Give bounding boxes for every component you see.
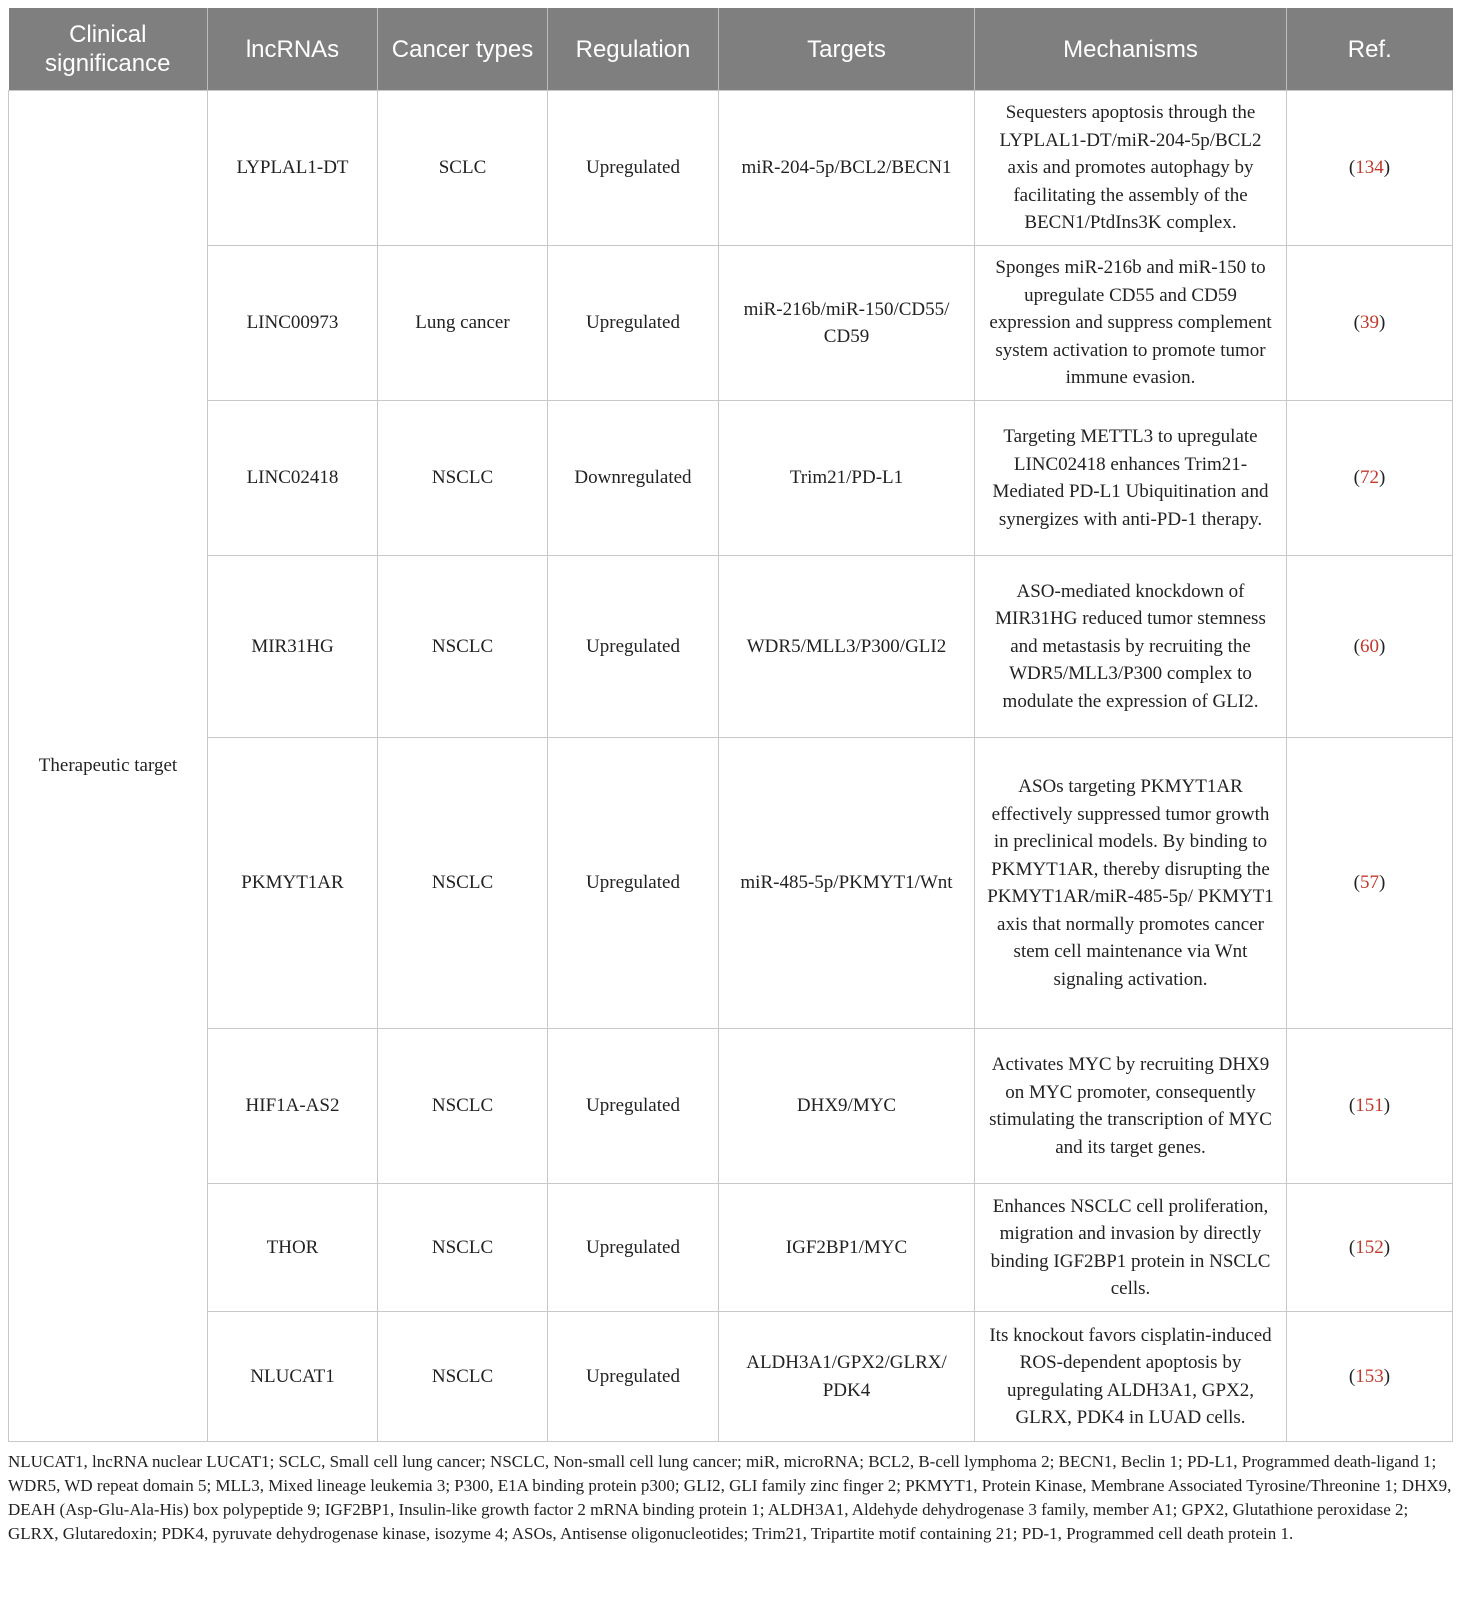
table-row bbox=[9, 401, 1453, 556]
regulation-cell: Upregulated bbox=[548, 246, 719, 401]
regulation-cell: Upregulated bbox=[548, 556, 719, 738]
regulation-cell: Upregulated bbox=[548, 738, 719, 1029]
ref-link[interactable]: 57 bbox=[1360, 872, 1379, 894]
targets-cell: WDR5/MLL3/P300/GLI2 bbox=[719, 556, 975, 738]
ref-open: ( bbox=[1348, 1236, 1356, 1258]
mechanism-cell: Activates MYC by recruiting DHX9 on MYC promoter, consequently stimulating the transcription of MYC and its target genes. bbox=[975, 1029, 1287, 1184]
table-row bbox=[9, 246, 1453, 401]
ref-open: ( bbox=[1348, 1365, 1356, 1387]
ref-open: ( bbox=[1353, 312, 1360, 334]
ref-cell bbox=[1287, 246, 1453, 401]
cancer-type-cell: NSCLC bbox=[378, 738, 548, 1029]
lncrna-cell: MIR31HG bbox=[208, 556, 378, 738]
header-mechanisms: Mechanisms bbox=[975, 8, 1287, 91]
ref-close: ) bbox=[1383, 1095, 1391, 1117]
ref-link[interactable]: 39 bbox=[1360, 312, 1379, 334]
ref-link[interactable]: 134 bbox=[1355, 157, 1384, 179]
mechanism-cell: ASO-mediated knockdown of MIR31HG reduced tumor stemness and metastasis by recruiting the WDR5/MLL3/P300 complex to modulate the expression of GLI2. bbox=[975, 556, 1287, 738]
table-row bbox=[9, 1029, 1453, 1184]
table-row bbox=[9, 91, 1453, 246]
header-ref: Ref. bbox=[1287, 8, 1453, 91]
header-row bbox=[9, 8, 1453, 91]
ref-cell bbox=[1287, 1184, 1453, 1312]
mechanism-cell: Sponges miR-216b and miR-150 to upregulate CD55 and CD59 expression and suppress complement system activation to promote tumor immune evasion. bbox=[975, 246, 1287, 401]
table-footnote: NLUCAT1, lncRNA nuclear LUCAT1; SCLC, Small cell lung cancer; NSCLC, Non-small cell lung cancer; miR, microRNA; BCL2, B-cell lymphoma 2; BECN1, Beclin 1; PD-L1, Programmed death-ligand 1; WDR5, WD repeat domain 5; MLL3, Mixed lineage leukemia 3; P300, E1A binding protein p300; GLI2, GLI family zinc finger 2; PKMYT1, Protein Kinase, Membrane Associated Tyrosine/Threonine 1; DHX9, DEAH (Asp-Glu-Ala-His) box polypeptide 9; IGF2BP1, Insulin-like growth factor 2 mRNA binding protein 1; ALDH3A1, Aldehyde dehydrogenase 3 family, member A1; GPX2, Glutathione peroxidase 2; GLRX, Glutaredoxin; PDK4, pyruvate dehydrogenase kinase, isozyme 4; ASOs, Antisense oligonucleotides; Trim21, Tripartite motif containing 21; PD-1, Programmed cell death protein 1. bbox=[8, 1452, 1452, 1543]
mechanism-cell: Sequesters apoptosis through the LYPLAL1-DT/miR-204-5p/BCL2 axis and promotes autophagy by facilitating the assembly of the BECN1/PtdIns3K complex. bbox=[975, 91, 1287, 246]
table-row bbox=[9, 738, 1453, 1029]
mechanism-cell: ASOs targeting PKMYT1AR effectively suppressed tumor growth in preclinical models. By binding to PKMYT1AR, thereby disrupting the PKMYT1AR/miR-485-5p/ PKMYT1 axis that normally promotes cancer stem cell maintenance via Wnt signaling activation. bbox=[975, 738, 1287, 1029]
lncrna-cell: PKMYT1AR bbox=[208, 738, 378, 1029]
lncrna-cell: THOR bbox=[208, 1184, 378, 1312]
ref-link[interactable]: 152 bbox=[1355, 1236, 1384, 1258]
lncrna-cell: LINC02418 bbox=[208, 401, 378, 556]
ref-cell bbox=[1287, 1029, 1453, 1184]
ref-cell bbox=[1287, 91, 1453, 246]
ref-link[interactable]: 151 bbox=[1355, 1095, 1384, 1117]
ref-close: ) bbox=[1383, 1365, 1391, 1387]
targets-cell: Trim21/PD-L1 bbox=[719, 401, 975, 556]
ref-link[interactable]: 60 bbox=[1360, 635, 1379, 657]
clinical-significance-cell: Therapeutic target bbox=[9, 91, 208, 1442]
cancer-type-cell: NSCLC bbox=[378, 556, 548, 738]
lncrna-cell: NLUCAT1 bbox=[208, 1312, 378, 1442]
ref-cell bbox=[1287, 1312, 1453, 1442]
header-cancer-types: Cancer types bbox=[378, 8, 548, 91]
cancer-type-cell: NSCLC bbox=[378, 401, 548, 556]
header-lncrnas: lncRNAs bbox=[208, 8, 378, 91]
ref-close: ) bbox=[1379, 467, 1386, 489]
targets-cell: miR-204-5p/BCL2/BECN1 bbox=[719, 91, 975, 246]
ref-close: ) bbox=[1379, 312, 1386, 334]
regulation-cell: Upregulated bbox=[548, 1029, 719, 1184]
ref-open: ( bbox=[1353, 635, 1360, 657]
mechanism-cell: Enhances NSCLC cell proliferation, migration and invasion by directly binding IGF2BP1 protein in NSCLC cells. bbox=[975, 1184, 1287, 1312]
ref-open: ( bbox=[1353, 872, 1360, 894]
regulation-cell: Upregulated bbox=[548, 1184, 719, 1312]
ref-open: ( bbox=[1353, 467, 1360, 489]
ref-open: ( bbox=[1348, 1095, 1356, 1117]
ref-close: ) bbox=[1383, 157, 1391, 179]
header-clinical-significance: Clinical significance bbox=[9, 8, 208, 91]
ref-cell bbox=[1287, 401, 1453, 556]
ref-close: ) bbox=[1383, 1236, 1391, 1258]
lncrna-cell: LINC00973 bbox=[208, 246, 378, 401]
ref-link[interactable]: 153 bbox=[1355, 1365, 1384, 1387]
regulation-cell: Upregulated bbox=[548, 1312, 719, 1442]
ref-link[interactable]: 72 bbox=[1360, 467, 1379, 489]
header-regulation: Regulation bbox=[548, 8, 719, 91]
ref-open: ( bbox=[1348, 157, 1356, 179]
targets-cell: miR-485-5p/PKMYT1/Wnt bbox=[719, 738, 975, 1029]
lncrna-cell: HIF1A-AS2 bbox=[208, 1029, 378, 1184]
targets-cell: IGF2BP1/MYC bbox=[719, 1184, 975, 1312]
mechanism-cell: Its knockout favors cisplatin-induced ROS-dependent apoptosis by upregulating ALDH3A1, GPX2, GLRX, PDK4 in LUAD cells. bbox=[975, 1312, 1287, 1442]
table-row bbox=[9, 1184, 1453, 1312]
mechanism-cell: Targeting METTL3 to upregulate LINC02418 enhances Trim21-Mediated PD-L1 Ubiquitination and synergizes with anti-PD-1 therapy. bbox=[975, 401, 1287, 556]
regulation-cell: Upregulated bbox=[548, 91, 719, 246]
ref-close: ) bbox=[1379, 635, 1386, 657]
header-targets: Targets bbox=[719, 8, 975, 91]
lncrna-table bbox=[8, 8, 1453, 1442]
ref-close: ) bbox=[1379, 872, 1386, 894]
table-container bbox=[8, 8, 1452, 1546]
ref-cell bbox=[1287, 738, 1453, 1029]
cancer-type-cell: NSCLC bbox=[378, 1312, 548, 1442]
cancer-type-cell: NSCLC bbox=[378, 1184, 548, 1312]
targets-cell: DHX9/MYC bbox=[719, 1029, 975, 1184]
cancer-type-cell: NSCLC bbox=[378, 1029, 548, 1184]
regulation-cell: Downregulated bbox=[548, 401, 719, 556]
cancer-type-cell: Lung cancer bbox=[378, 246, 548, 401]
cancer-type-cell: SCLC bbox=[378, 91, 548, 246]
targets-cell: miR-216b/miR-150/CD55/ CD59 bbox=[719, 246, 975, 401]
table-row bbox=[9, 556, 1453, 738]
ref-cell bbox=[1287, 556, 1453, 738]
targets-cell: ALDH3A1/GPX2/GLRX/ PDK4 bbox=[719, 1312, 975, 1442]
table-row bbox=[9, 1312, 1453, 1442]
lncrna-cell: LYPLAL1-DT bbox=[208, 91, 378, 246]
